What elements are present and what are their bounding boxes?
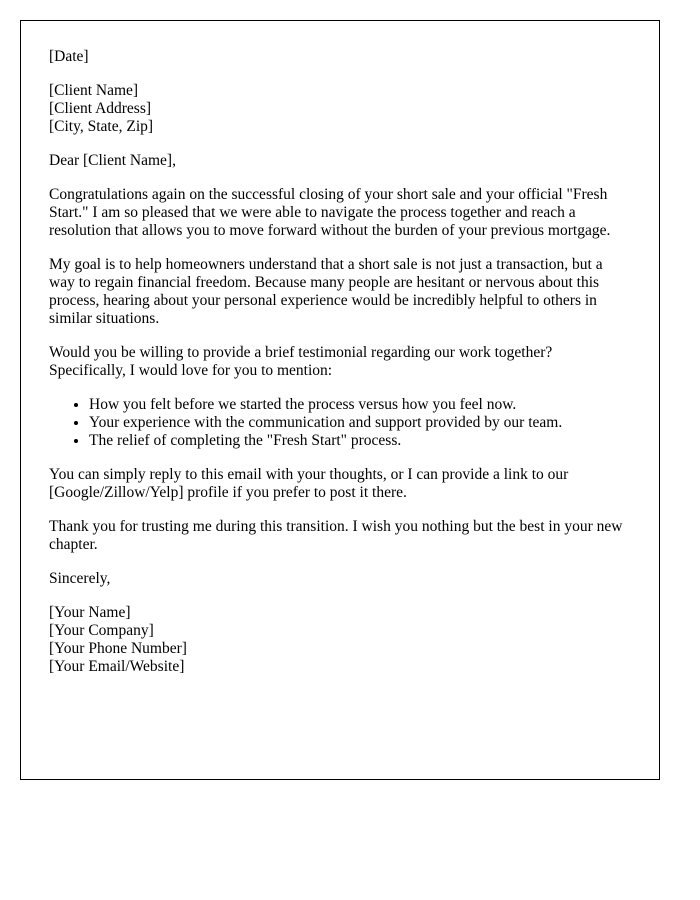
paragraph-congratulations: Congratulations again on the successful closing of your short sale and your official "Fresh Start." I am so pleased that we were able to navigate the process together and reach a resolution that allows you to move forward without the burden of your previous mortgage. bbox=[49, 186, 611, 239]
recipient-name: [Client Name] bbox=[49, 82, 139, 99]
paragraph-reply-instructions: You can simply reply to this email with your thoughts, or I can provide a link to our [Google/Zillow/Yelp] profile if you prefer to post it there. bbox=[49, 466, 569, 501]
paragraph-goal: My goal is to help homeowners understand that a short sale is not just a transaction, but a way to regain financial freedom. Because many people are hesitant or nervous about this process, hearing about your personal experience would be incredibly helpful to others in similar situations. bbox=[49, 256, 603, 327]
paragraph-testimonial-request: Would you be willing to provide a brief testimonial regarding our work together? Specifically, I would love for you to mention: bbox=[49, 344, 553, 379]
recipient-address: [Client Address] bbox=[49, 100, 152, 117]
letter-page bbox=[20, 20, 660, 780]
signature-name: [Your Name] bbox=[49, 604, 131, 621]
sign-off: Sincerely, bbox=[49, 570, 111, 587]
testimonial-topics-list bbox=[49, 396, 631, 450]
paragraph-thank-you: Thank you for trusting me during this transition. I wish you nothing but the best in your new chapter. bbox=[49, 518, 623, 553]
salutation: Dear [Client Name], bbox=[49, 152, 176, 169]
signature-phone: [Your Phone Number] bbox=[49, 640, 187, 657]
signature-block bbox=[49, 604, 631, 676]
recipient-city-state-zip: [City, State, Zip] bbox=[49, 118, 154, 135]
recipient-address-block bbox=[49, 82, 631, 136]
signature-email-website: [Your Email/Website] bbox=[49, 658, 185, 675]
list-item: • The relief of completing the "Fresh Start" process. bbox=[89, 432, 631, 450]
list-item: • How you felt before we started the process versus how you feel now. bbox=[89, 396, 631, 414]
list-item: • Your experience with the communication and support provided by our team. bbox=[89, 414, 631, 432]
signature-company: [Your Company] bbox=[49, 622, 154, 639]
letter-date: [Date] bbox=[49, 48, 89, 65]
